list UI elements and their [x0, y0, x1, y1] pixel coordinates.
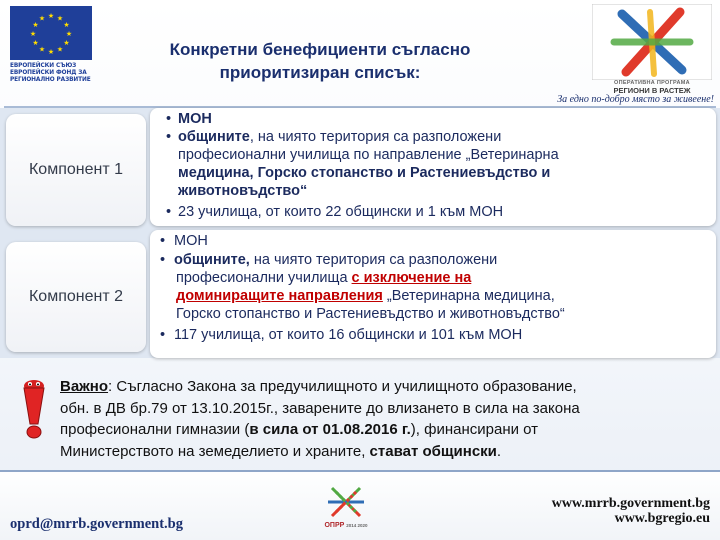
- important-line-3: [60, 419, 706, 441]
- c2-exclusion-text: с изключение на: [351, 270, 472, 286]
- svg-text:★: ★: [63, 39, 70, 47]
- c2-item-line-4: Горско стопанство и Растениевъдство и животновъдство“: [176, 306, 565, 322]
- title-line-1: Конкретни бенефициенти съгласно: [169, 40, 471, 59]
- c1-item-line-4: животновъдство“: [178, 183, 308, 199]
- important-note: [60, 376, 706, 462]
- important-effective-date: в сила от 01.08.2016 г.: [249, 421, 411, 438]
- c1-item-line-3: медицина, Горско стопанство и Растениевъдство и: [178, 165, 551, 181]
- bullet: •: [166, 129, 172, 145]
- footer-email-link[interactable]: oprd@mrrb.government.bg: [10, 516, 183, 532]
- important-label: Важно: [60, 378, 109, 395]
- c1-item-municipalities: [178, 129, 501, 147]
- rg-name: РЕГИОНИ В РАСТЕЖ: [613, 86, 691, 95]
- eu-line-3: РЕГИОНАЛНО РАЗВИТИЕ: [10, 77, 91, 84]
- important-line-1: [60, 376, 706, 398]
- svg-text:★: ★: [56, 14, 64, 23]
- exclamation-warning-icon: [16, 378, 56, 442]
- eu-line-2: ЕВРОПЕЙСКИ ФОНД ЗА: [10, 70, 87, 77]
- svg-text:★: ★: [56, 45, 64, 54]
- svg-text:★: ★: [32, 21, 39, 29]
- c2-dominant-directions: доминиращите направления: [176, 288, 383, 304]
- eu-flag-icon: [10, 6, 92, 60]
- eu-logo-text: [10, 63, 92, 85]
- regions-in-growth-logo: [592, 4, 712, 96]
- c1-item-mon: МОН: [178, 111, 212, 127]
- svg-text:★: ★: [47, 48, 55, 56]
- regions-in-growth-text: [592, 80, 712, 95]
- component-2-label: Компонент 2: [28, 288, 124, 305]
- important-line-1-text: : Съгласно Закона за предучилищното и училищното образование,: [108, 378, 577, 395]
- footer-divider: [0, 470, 720, 472]
- svg-text:★: ★: [65, 30, 73, 38]
- bullet: •: [166, 204, 172, 220]
- rg-small-text: ОПЕРАТИВНА ПРОГРАМА: [614, 80, 690, 86]
- c2-item-line-3: [176, 288, 555, 306]
- svg-text:★: ★: [38, 14, 46, 23]
- c2-line-3b: „Ветеринарна медицина,: [382, 288, 555, 304]
- c1-item-line-2: професионални училища по направление „Ветеринарна: [178, 147, 559, 163]
- c1-item-municipalities-lead: общините: [178, 129, 250, 145]
- footer-urls: [470, 496, 710, 526]
- oprp-name: ОПРР: [324, 522, 345, 529]
- slogan: За едно по-добро място за живеене!: [557, 94, 714, 105]
- c2-item-mon: МОН: [174, 233, 208, 249]
- footer-url-mrrb[interactable]: www.mrrb.government.bg: [551, 496, 710, 511]
- oprp-years: 2014 2020: [346, 523, 368, 528]
- c2-item-line-2: [176, 270, 471, 288]
- c2-item-schools: 117 училища, от които 16 общински и 101 към МОН: [174, 327, 523, 343]
- c2-item-municipalities-rest: на чиято територия са разположени: [249, 252, 498, 268]
- page-title: [140, 38, 500, 84]
- bullet: •: [160, 233, 166, 249]
- svg-text:★: ★: [32, 39, 39, 47]
- important-line-3a: професионални гимназии (: [60, 421, 250, 438]
- important-line-3c: ), финансирани от: [410, 421, 539, 438]
- title-line-2: приоритизиран списък:: [219, 63, 421, 82]
- bullet: •: [166, 111, 172, 127]
- oprp-logo-mark: [318, 482, 374, 522]
- c2-item-municipalities: [174, 252, 497, 270]
- svg-text:★: ★: [38, 45, 46, 54]
- c2-line-2a: професионални училища: [176, 270, 352, 286]
- component-1-box: [6, 114, 146, 226]
- eu-logo: [10, 6, 92, 96]
- svg-text:★: ★: [63, 21, 70, 29]
- oprp-logo: [318, 482, 374, 538]
- important-become-municipal: стават общински: [369, 442, 497, 460]
- important-line-2: обн. в ДВ бр.79 от 13.10.2015г., заварените до влизането в сила на закона: [60, 399, 580, 417]
- oprp-label: [318, 522, 374, 529]
- important-line-4a: Министерството на земеделието и храните,: [60, 442, 370, 460]
- footer-url-bgregio[interactable]: www.bgregio.eu: [614, 511, 710, 526]
- bullet: •: [160, 252, 166, 268]
- component-1-label: Компонент 1: [28, 161, 124, 178]
- component-2-box: [6, 242, 146, 352]
- important-line-4: [60, 441, 706, 463]
- regions-in-growth-logo-mark: [592, 4, 712, 80]
- bullet: •: [160, 327, 166, 343]
- c1-item-schools: 23 училища, от които 22 общински и 1 към МОН: [178, 204, 504, 220]
- c1-item-municipalities-rest: , на чиято територия са разположени: [249, 129, 502, 145]
- eu-line-1: ЕВРОПЕЙСКИ СЪЮЗ: [10, 63, 77, 69]
- svg-text:★: ★: [29, 30, 37, 38]
- important-line-4c: .: [496, 442, 502, 460]
- svg-text:★: ★: [47, 12, 55, 20]
- c2-item-municipalities-lead: общините,: [174, 252, 250, 268]
